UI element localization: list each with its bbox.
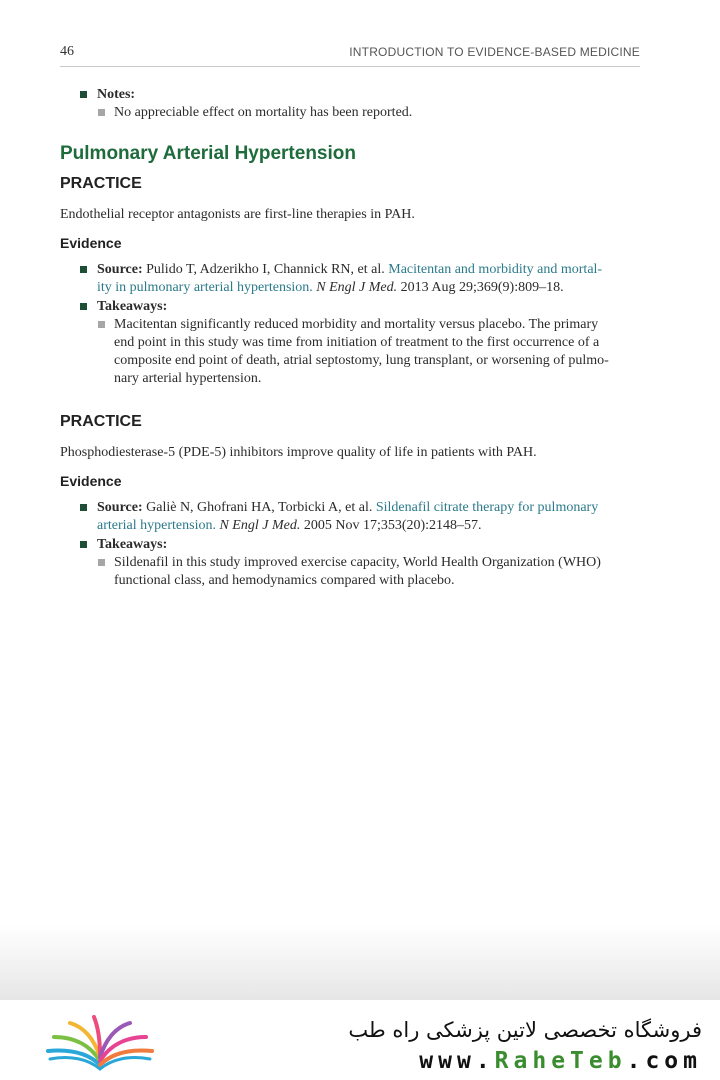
source-article-link[interactable]: Macitentan and morbidity and mortal-	[388, 262, 603, 277]
store-name: فروشگاه تخصصی لاتین پزشکی راه طب	[348, 1018, 702, 1042]
notes-bullet	[80, 86, 640, 104]
bullet-square-icon	[80, 541, 87, 548]
page-number: 46	[60, 44, 74, 59]
page-bottom-shadow	[0, 925, 720, 1000]
takeaway-line: composite end point of death, atrial septostomy, lung transplant, or worsening of pulmo-	[114, 353, 609, 368]
practice-statement: Endothelial receptor antagonists are first-line therapies in PAH.	[60, 207, 415, 222]
source-bullet	[80, 499, 640, 535]
source-label: Source:	[97, 500, 143, 515]
takeaway-item	[98, 316, 640, 388]
source-authors: Pulido T, Adzerikho I, Channick RN, et al.	[146, 262, 385, 277]
source-journal: N Engl J Med.	[316, 280, 398, 295]
running-head: INTRODUCTION TO EVIDENCE-BASED MEDICINE	[349, 45, 640, 59]
source-bullet	[80, 261, 640, 297]
takeaways-label: Takeaways:	[97, 537, 168, 552]
section-title: Pulmonary Arterial Hypertension	[60, 143, 356, 164]
practice-statement: Phosphodiesterase-5 (PDE-5) inhibitors improve quality of life in patients with PAH.	[60, 445, 537, 460]
source-article-link[interactable]: Sildenafil citrate therapy for pulmonary	[375, 500, 599, 515]
takeaway-line: end point in this study was time from initiation of treatment to the first occurrence of a	[114, 335, 600, 350]
takeaway-text	[114, 316, 640, 388]
sub-bullet-square-icon	[98, 559, 105, 566]
sub-bullet-square-icon	[98, 321, 105, 328]
url-brand: RaheTeb	[494, 1048, 627, 1074]
sub-bullet-square-icon	[98, 109, 105, 116]
source-article-link-cont[interactable]: arterial hypertension.	[97, 518, 216, 533]
bullet-square-icon	[80, 266, 87, 273]
takeaways-label: Takeaways:	[97, 299, 168, 314]
notes-item-text: No appreciable effect on mortality has been reported.	[114, 105, 413, 120]
takeaways-bullet	[80, 298, 640, 316]
notes-label: Notes:	[97, 87, 136, 102]
source-journal: N Engl J Med.	[219, 518, 301, 533]
takeaway-line: Sildenafil in this study improved exercise capacity, World Health Organization (WHO)	[114, 555, 601, 570]
takeaway-item	[98, 554, 640, 590]
evidence-heading: Evidence	[60, 473, 122, 489]
practice-heading: PRACTICE	[60, 175, 142, 192]
source-citation-block	[97, 261, 640, 297]
practice-heading: PRACTICE	[60, 413, 142, 430]
takeaway-text	[114, 554, 640, 590]
url-prefix: www.	[419, 1048, 495, 1074]
takeaway-line: Macitentan significantly reduced morbidity and mortality versus placebo. The primary	[114, 317, 599, 332]
evidence-heading: Evidence	[60, 235, 122, 251]
notes-item	[98, 104, 640, 122]
bullet-square-icon	[80, 504, 87, 511]
takeaways-bullet	[80, 536, 640, 554]
source-date: 2013 Aug 29;369(9):809–18.	[400, 280, 564, 295]
open-book-logo-icon	[40, 1015, 160, 1073]
source-article-link-cont[interactable]: ity in pulmonary arterial hypertension.	[97, 280, 313, 295]
source-date: 2005 Nov 17;353(20):2148–57.	[303, 518, 482, 533]
source-authors: Galiè N, Ghofrani HA, Torbicki A, et al.	[146, 500, 373, 515]
url-suffix: .com	[626, 1048, 702, 1074]
source-label: Source:	[97, 262, 143, 277]
page-header	[60, 44, 640, 67]
bullet-square-icon	[80, 91, 87, 98]
takeaway-line: functional class, and hemodynamics compared with placebo.	[114, 573, 455, 588]
store-url[interactable]	[419, 1048, 702, 1074]
takeaway-line: nary arterial hypertension.	[114, 371, 262, 386]
bullet-square-icon	[80, 303, 87, 310]
source-citation-block	[97, 499, 640, 535]
